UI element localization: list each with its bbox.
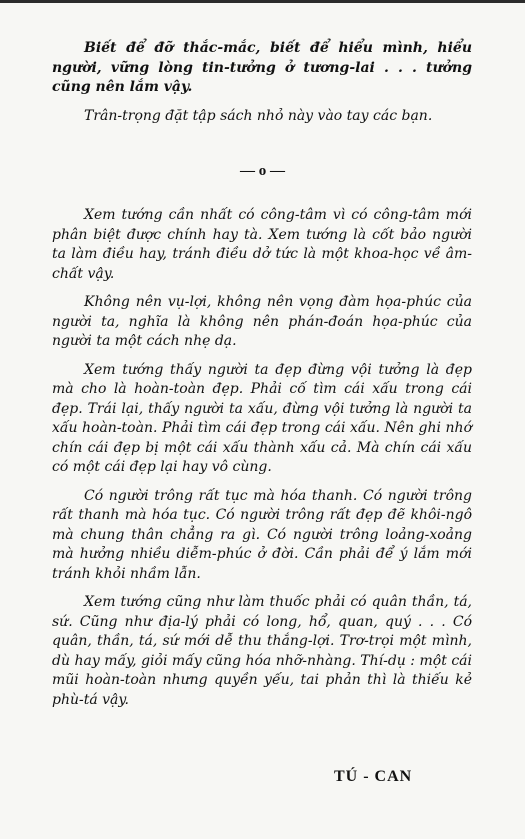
intro-paragraph-2-block — [52, 107, 472, 127]
body-paragraph: Có người trông rất tục mà hóa thanh. Có người trông rất thanh mà hóa tục. Có người trông rất đẹp đẽ khôi-ngô mà chung thân chẳng ra gì. Có người trông loảng-xoảng mà hưởng nhiều diễm-phúc ở đời. Cần phải để ý lắm mới tránh khỏi nhầm lẫn. — [52, 487, 472, 582]
intro-paragraph-2: Trân-trọng đặt tập sách nhỏ này vào tay các bạn. — [84, 108, 433, 124]
body-paragraph: Không nên vụ-lợi, không nên vọng đàm họa-phúc của người ta, nghĩa là không nên phán-đoán họa-phúc của người ta một cách nhẹ dạ. — [52, 294, 472, 349]
book-page — [0, 3, 525, 839]
body-paragraph: Xem tướng thấy người ta đẹp đừng vội tưởng là đẹp mà cho là hoàn-toàn đẹp. Phải cố tìm cái xấu trong cái đẹp. Trái lại, thấy người ta xấu, đừng vội tưởng là người ta xấu hoàn-toàn. Phải tìm cái đẹp trong cái xấu. Nên ghi nhớ chín cái đẹp bị một cái xấu thành xấu cả. Mà chín cái xấu có một cái đẹp lại hay vô cùng. — [52, 361, 472, 475]
body-paragraph: Xem tướng cần nhất có công-tâm vì có công-tâm mới phân biệt được chính hay tà. Xem tướng là cốt bảo người ta làm điều hay, tránh điều dở tức là một khoa-học về âm-chất vậy. — [52, 207, 472, 282]
intro-paragraph-1: Biết để đỡ thắc-mắc, biết để hiểu mình, hiểu người, vững lòng tin-tưởng ở tương-lai . . . tưởng cũng nên lắm vậy. — [52, 40, 472, 95]
section-divider: — o — — [240, 163, 285, 179]
author-signature: TÚ - CAN — [334, 768, 413, 785]
body-text — [52, 206, 472, 710]
body-paragraph: Xem tướng cũng như làm thuốc phải có quân thần, tá, sứ. Cũng như địa-lý phải có long, hổ, quan, quý . . . Có quân, thần, tá, sứ mới dễ thu thắng-lợi. Trơ-trọi một mình, dù hay mấy, giỏi mấy cũng hóa nhỡ-nhàng. Thí-dụ : một cái mũi hoàn-toàn nhưng quyền yếu, tai phản thì là thiếu kẻ phù-tá vậy. — [52, 594, 472, 708]
intro-paragraph-1-block — [52, 39, 472, 98]
